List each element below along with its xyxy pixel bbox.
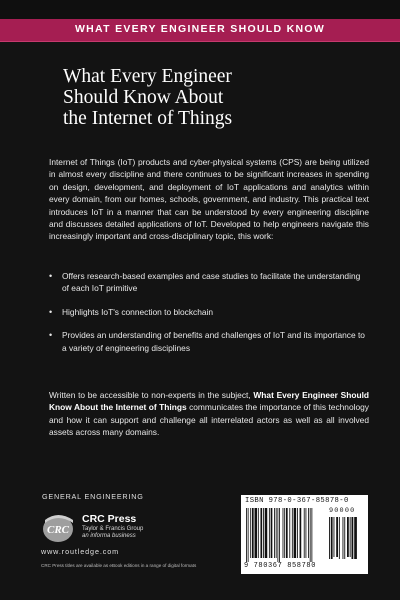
barcode-bar — [255, 508, 258, 558]
barcode-bar — [248, 508, 249, 562]
barcode-bar — [331, 517, 333, 559]
barcode-bar — [269, 508, 270, 558]
feature-item-1: • Offers research-based examples and case studies to facilitate the understanding of each IoT primitive — [49, 270, 369, 295]
barcode-bar — [258, 508, 259, 558]
closing-rest: communicates the importance of this technology and how it can support and challenge all interrelated actors as well as all involved assets across many domains. — [49, 402, 369, 438]
barcode-bar — [310, 508, 311, 562]
publisher-group: Taylor & Francis Group — [82, 526, 144, 532]
barcode-bar — [354, 517, 357, 559]
barcode-bar — [277, 508, 278, 562]
barcode-bar — [265, 508, 268, 558]
barcode-bar — [286, 508, 288, 558]
barcode-bar — [304, 508, 305, 558]
book-title — [63, 66, 363, 129]
ebook-note: CRC Press titles are available as eBook editions in a range of digital formats — [41, 563, 197, 568]
isbn-barcode — [241, 495, 368, 574]
isbn-label: ISBN 978-0-367-85878-0 — [245, 497, 349, 505]
barcode-bar — [311, 508, 312, 562]
publisher-website: www.routledge.com — [41, 547, 120, 556]
barcode-bar — [343, 517, 344, 559]
barcode-bar — [250, 508, 251, 558]
barcode-bar — [329, 517, 330, 559]
top-strip — [0, 0, 400, 19]
barcode-bar — [276, 508, 277, 558]
barcode-addon-bars — [329, 517, 363, 559]
title-line-1: What Every Engineer — [63, 66, 232, 87]
barcode-bar — [246, 508, 247, 562]
subject-category: GENERAL ENGINEERING — [42, 492, 144, 501]
closing-paragraph — [49, 389, 369, 439]
feature-item-3: • Provides an understanding of benefits and challenges of IoT and its importance to a variety of engineering disciplines — [49, 329, 369, 354]
barcode-bar — [350, 517, 351, 557]
series-name: WHAT EVERY ENGINEER SHOULD KNOW — [74, 23, 326, 35]
barcode-bar — [263, 508, 264, 558]
barcode-bar — [279, 508, 280, 562]
barcode-bar — [344, 517, 345, 559]
barcode-bar — [306, 508, 307, 558]
feature-item-2: • Highlights IoT's connection to blockchain — [49, 306, 369, 318]
price-code: 90000 — [329, 507, 356, 515]
closing-book-title: What Every Engineer Should Know About the Internet of Things — [49, 390, 370, 413]
publisher-name: CRC Press — [82, 513, 137, 525]
crc-logo-icon — [40, 512, 80, 544]
barcode-bar — [352, 517, 354, 559]
publisher-business: an informa business — [82, 533, 136, 539]
barcode-bar — [336, 517, 338, 557]
barcode-bar — [294, 508, 297, 558]
title-line-2: Should Know About — [63, 87, 224, 108]
barcode-bar — [339, 517, 340, 559]
intro-paragraph: Internet of Things (IoT) products and cyber-physical systems (CPS) are being utilized in almost every discipline and there continues to be significant increases in spending on design, development, and deployment of IoT applications and analytics within every domain, from our homes, schools, government, and industry. This practical text introduces IoT in a manner that can be understood by every engineering discipline and discusses detailed applications of IoT. Developed to help engineers navigate this increasingly important and cross-disciplinary topic, this work: — [49, 157, 369, 242]
barcode-digits: 9 780367 858780 — [244, 562, 317, 570]
barcode-bar — [308, 508, 309, 558]
barcode-bar — [300, 508, 302, 558]
barcode-bar — [334, 517, 335, 557]
feature-list — [49, 270, 369, 365]
barcode-bar — [297, 508, 298, 558]
barcode-bar — [292, 508, 293, 558]
title-line-3: the Internet of Things — [63, 108, 233, 129]
barcode-bar — [289, 508, 290, 558]
barcode-bar — [283, 508, 284, 558]
crc-logo-text: CRC — [46, 524, 70, 536]
barcode-bars — [246, 508, 326, 562]
barcode-bar — [271, 508, 273, 558]
barcode-bar — [284, 508, 285, 558]
closing-lead: Written to be accessible to non-experts in the subject, — [49, 390, 251, 400]
barcode-bar — [274, 508, 275, 558]
barcode-bar — [252, 508, 254, 558]
barcode-bar — [260, 508, 262, 558]
barcode-bar — [347, 517, 349, 557]
